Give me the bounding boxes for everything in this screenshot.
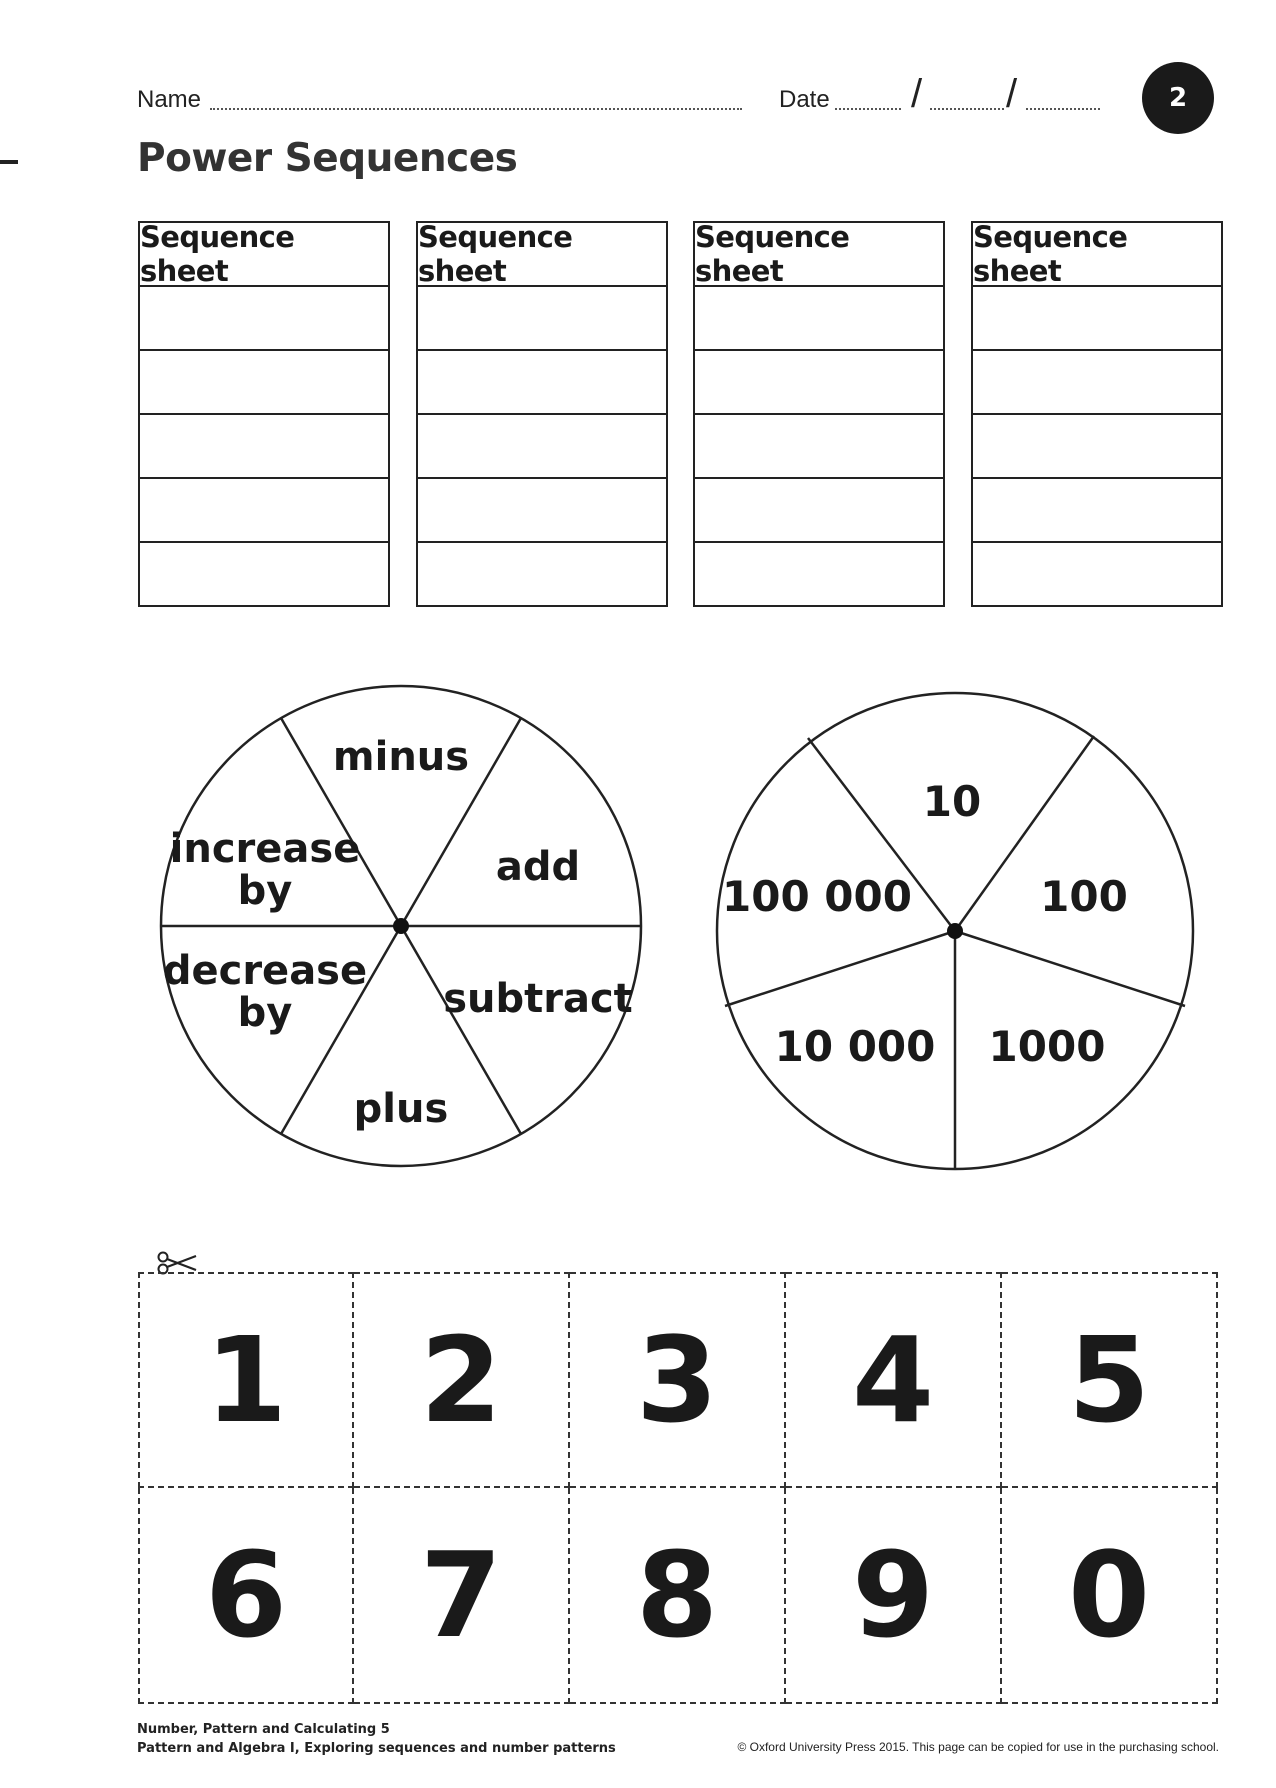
sequence-sheet-row[interactable] (418, 479, 666, 543)
segment-label-increase-by: increase by (169, 826, 361, 914)
segment-label-10: 10 (922, 777, 982, 826)
number-card-7[interactable]: 7 (354, 1488, 570, 1704)
date-year-field[interactable] (1026, 108, 1100, 110)
segment-label-minus: minus (332, 734, 470, 780)
sequence-sheet-row[interactable] (695, 287, 943, 351)
number-card-3[interactable]: 3 (570, 1272, 786, 1488)
segment-label-100: 100 (1040, 872, 1128, 921)
sequence-sheet-row[interactable] (973, 287, 1221, 351)
number-card-8[interactable]: 8 (570, 1488, 786, 1704)
sequence-sheet-row[interactable] (418, 415, 666, 479)
sequence-sheet-table (971, 221, 1223, 607)
number-card-9[interactable]: 9 (786, 1488, 1002, 1704)
sequence-sheet-heading: Sequence sheet (695, 223, 943, 287)
name-label: Name (137, 86, 202, 113)
segment-label-add: add (495, 844, 581, 890)
date-separator: / (911, 72, 923, 116)
segment-label-100000: 100 000 (722, 872, 912, 921)
sequence-sheet-row[interactable] (695, 415, 943, 479)
sequence-sheet-heading: Sequence sheet (418, 223, 666, 287)
name-field[interactable] (210, 108, 742, 110)
sequence-sheet-row[interactable] (140, 543, 388, 605)
sequence-sheet-heading: Sequence sheet (140, 223, 388, 287)
page-title: Power Sequences (137, 136, 518, 181)
segment-label-decrease-by: decrease by (162, 948, 368, 1036)
sequence-sheet-row[interactable] (695, 351, 943, 415)
number-card-2[interactable]: 2 (354, 1272, 570, 1488)
sequence-sheet-row[interactable] (140, 479, 388, 543)
powers-spinner (712, 688, 1198, 1174)
margin-mark (0, 160, 18, 164)
segment-label-1000: 1000 (988, 1022, 1106, 1071)
number-card-4[interactable]: 4 (786, 1272, 1002, 1488)
sequence-sheet-table (693, 221, 945, 607)
footer-copyright: © Oxford University Press 2015. This page can be copied for use in the purchasing school. (737, 1740, 1219, 1754)
page-number-badge: 2 (1142, 62, 1214, 134)
segment-label-plus: plus (353, 1086, 449, 1132)
number-card-5[interactable]: 5 (1002, 1272, 1218, 1488)
sequence-sheet-row[interactable] (140, 415, 388, 479)
footer-source (137, 1720, 616, 1758)
sequence-sheet-row[interactable] (140, 351, 388, 415)
date-label: Date (779, 86, 830, 113)
segment-label-10000: 10 000 (774, 1022, 936, 1071)
number-card-6[interactable]: 6 (138, 1488, 354, 1704)
spinner-center-dot (393, 918, 409, 934)
sequence-sheet-heading: Sequence sheet (973, 223, 1221, 287)
sequence-sheet-row[interactable] (973, 543, 1221, 605)
number-card-1[interactable]: 1 (138, 1272, 354, 1488)
segment-label-subtract: subtract (443, 976, 633, 1022)
sequence-sheet-row[interactable] (418, 351, 666, 415)
date-month-field[interactable] (930, 108, 1004, 110)
sequence-sheet-table (138, 221, 390, 607)
footer-line-2: Pattern and Algebra I, Exploring sequences and number patterns (137, 1741, 616, 1756)
sequence-sheet-row[interactable] (418, 287, 666, 351)
sequence-sheet-table (416, 221, 668, 607)
number-card-grid (138, 1272, 1218, 1704)
sequence-sheet-row[interactable] (695, 543, 943, 605)
sequence-sheet-row[interactable] (973, 479, 1221, 543)
date-separator: / (1006, 72, 1018, 116)
sequence-sheet-row[interactable] (973, 351, 1221, 415)
sequence-sheet-row[interactable] (695, 479, 943, 543)
sequence-sheet-row[interactable] (140, 287, 388, 351)
date-day-field[interactable] (835, 108, 901, 110)
sequence-sheet-row[interactable] (418, 543, 666, 605)
number-card-0[interactable]: 0 (1002, 1488, 1218, 1704)
spinner-center-dot (947, 923, 963, 939)
footer-line-1: Number, Pattern and Calculating 5 (137, 1722, 390, 1737)
operation-spinner (155, 680, 647, 1172)
sequence-sheet-row[interactable] (973, 415, 1221, 479)
